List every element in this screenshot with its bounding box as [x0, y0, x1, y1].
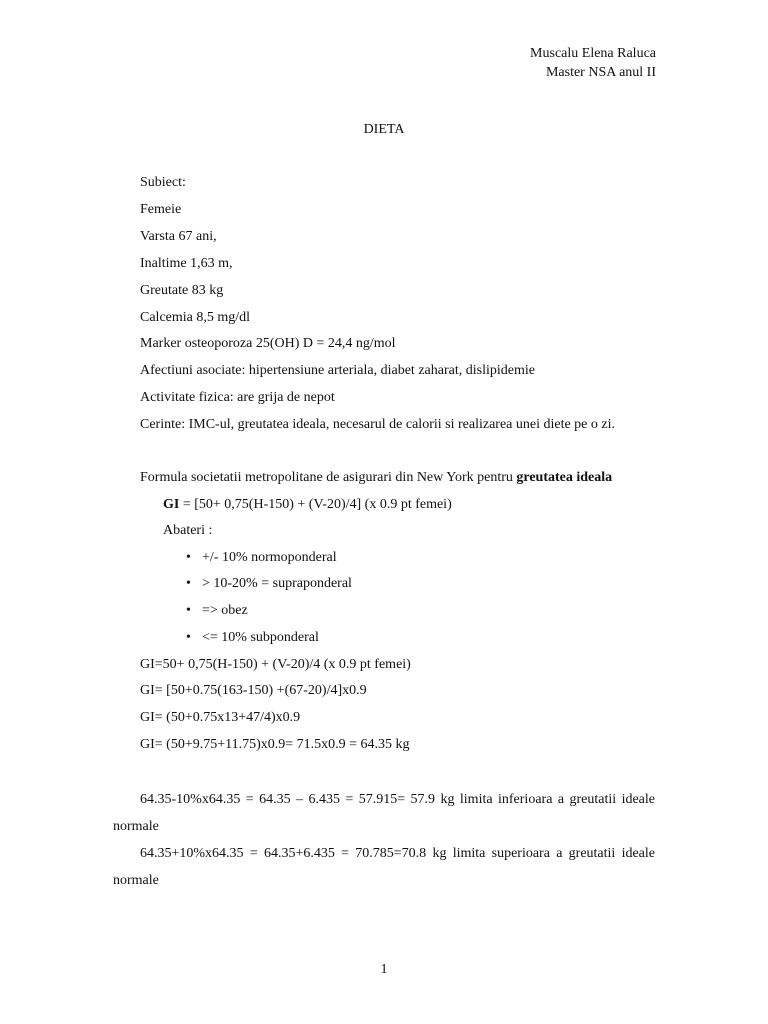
bullet-text: <= 10% subponderal — [202, 630, 319, 645]
subject-line: Femeie — [140, 202, 182, 217]
subject-line: Calcemia 8,5 mg/dl — [140, 310, 251, 325]
subject-line: Cerinte: IMC-ul, greutatea ideala, necesarul de calorii si realizarea unei diete pe o zi. — [140, 417, 615, 432]
bullet-item — [186, 602, 248, 620]
bullet-item — [186, 629, 319, 647]
bullet-icon: • — [186, 603, 191, 618]
subject-line: Greutate 83 kg — [140, 283, 224, 298]
document-title: DIETA — [363, 122, 405, 137]
upper-limit-text: 64.35+10%x64.35 = 64.35+6.435 = 70.785=70.8 kg limita superioara a greutatii ideale normale — [113, 846, 655, 888]
subject-line: Activitate fizica: are grija de nepot — [140, 390, 335, 405]
subject-line: Marker osteoporoza 25(OH) D = 24,4 ng/mol — [140, 336, 396, 351]
subject-line: Inaltime 1,63 m, — [140, 256, 233, 271]
bullet-item — [186, 549, 337, 567]
calculation-line: GI= (50+0.75x13+47/4)x0.9 — [140, 710, 301, 725]
lower-limit-paragraph — [113, 786, 655, 840]
author-name: Muscalu Elena Raluca — [530, 46, 656, 61]
bullet-item — [186, 575, 352, 593]
calculation-line: GI= [50+0.75(163-150) +(67-20)/4]x0.9 — [140, 683, 367, 698]
formula-gi-expression: = [50+ 0,75(H-150) + (V-20)/4] (x 0.9 pt femei) — [179, 497, 452, 512]
bullet-text: > 10-20% = supraponderal — [202, 576, 352, 591]
formula-intro — [140, 469, 612, 487]
bullet-icon: • — [186, 550, 191, 565]
upper-limit-paragraph — [113, 840, 655, 894]
formula-gi-label: GI — [163, 497, 180, 512]
lower-limit-text: 64.35-10%x64.35 = 64.35 – 6.435 = 57.915= 57.9 kg limita inferioara a greutatii ideale normale — [113, 792, 655, 834]
subject-label: Subiect: — [140, 175, 186, 190]
formula-gi — [163, 496, 452, 514]
page-number: 1 — [380, 962, 388, 977]
abateri-label: Abateri : — [163, 523, 213, 538]
author-program: Master NSA anul II — [545, 65, 656, 80]
calculation-line: GI= (50+9.75+11.75)x0.9= 71.5x0.9 = 64.35 kg — [140, 737, 410, 752]
bullet-icon: • — [186, 576, 191, 591]
bullet-text: => obez — [202, 603, 248, 618]
calculation-line: GI=50+ 0,75(H-150) + (V-20)/4 (x 0.9 pt femei) — [140, 657, 411, 672]
bullet-icon: • — [186, 630, 191, 645]
formula-intro-text: Formula societatii metropolitane de asigurari din New York pentru — [140, 470, 517, 485]
subject-line: Varsta 67 ani, — [140, 229, 217, 244]
subject-line: Afectiuni asociate: hipertensiune arteriala, diabet zaharat, dislipidemie — [140, 363, 535, 378]
formula-intro-bold: greutatea ideala — [516, 470, 613, 485]
bullet-text: +/- 10% normoponderal — [202, 550, 337, 565]
